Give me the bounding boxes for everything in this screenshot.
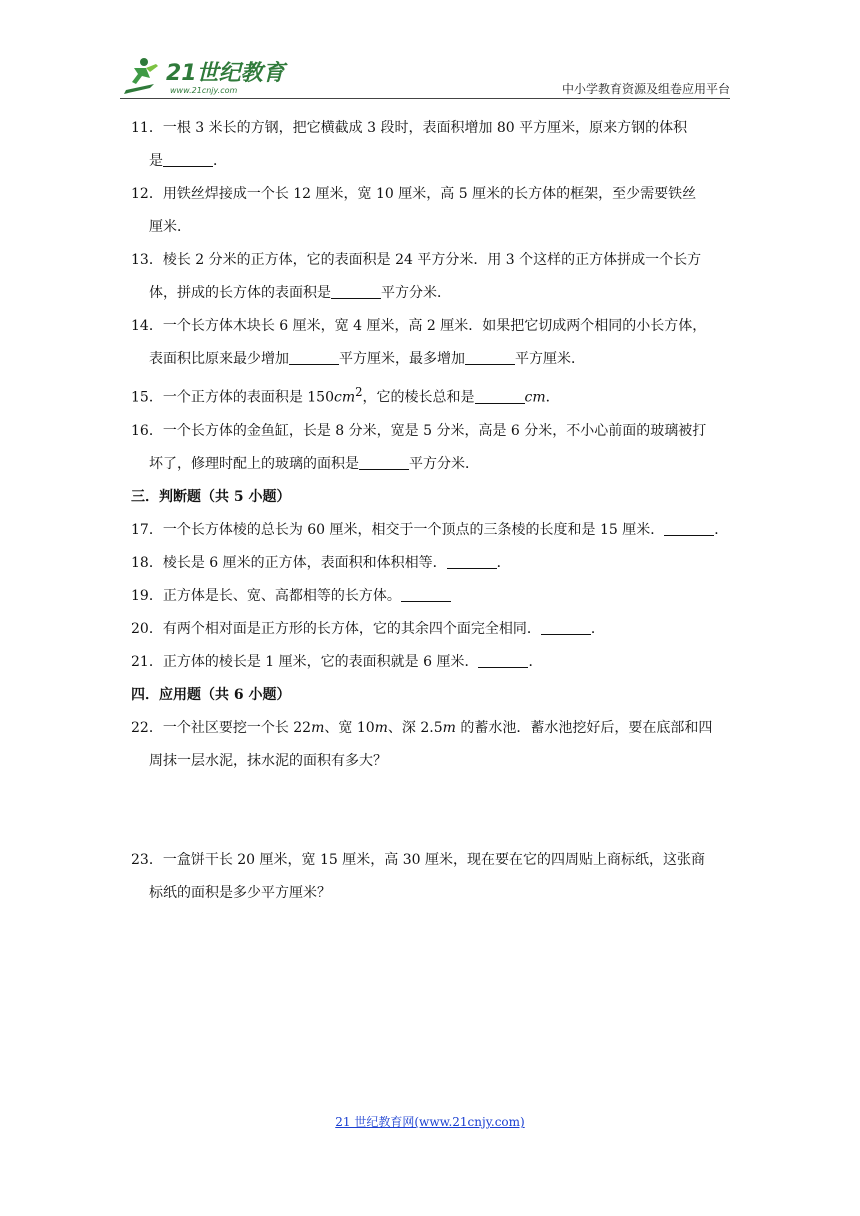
question-14: 14．一个长方体木块长 6 厘米，宽 4 厘米，高 2 厘米．如果把它切成两个相同的小长方体， 表面积比原来最少增加 平方厘米，最多增加 平方厘米． [131,318,707,367]
svg-text:www.21cnjy.com: www.21cnjy.com [170,86,238,95]
section-heading-judge: 三．判断题（共 5 小题） [131,488,291,505]
question-18: 18．棱长是 6 厘米的正方体，表面积和体积相等． ． [131,554,511,571]
answer-blank[interactable] [465,350,515,365]
header-divider [120,98,730,99]
answer-blank[interactable] [475,389,525,404]
footer-link[interactable]: 21 世纪教育网(www.21cnjy.com) [335,1115,525,1129]
question-content [131,112,731,910]
page-header [120,50,730,98]
answer-blank[interactable] [664,521,714,536]
21cnjy-logo [120,54,290,98]
answer-blank[interactable] [447,554,497,569]
platform-name: 中小学教育资源及组卷应用平台 [561,82,730,96]
answer-blank[interactable] [401,587,451,602]
question-21: 21．正方体的棱长是 1 厘米，它的表面积就是 6 厘米． ． [131,653,543,670]
answer-blank[interactable] [359,455,409,470]
answer-blank[interactable] [541,620,591,635]
answer-blank[interactable] [163,152,213,167]
question-23: 23．一盒饼干长 20 厘米，宽 15 厘米，高 30 厘米，现在要在它的四周贴上商标纸，这张商 标纸的面积是多少平方厘米？ [131,851,705,901]
svg-text:21世纪教育: 21世纪教育 [166,61,285,86]
answer-blank[interactable] [478,653,528,668]
question-16: 16．一个长方体的金鱼缸，长是 8 分米，宽是 5 分米，高是 6 分米，不小心前面的玻璃被打 坏了，修理时配上的玻璃的面积是 平方分米． [131,422,707,472]
question-12: 12．用铁丝焊接成一个长 12 厘米，宽 10 厘米，高 5 厘米的长方体的框架，至少需要铁丝 厘米． [131,186,697,235]
question-11: 11．一根 3 米长的方钢，把它横截成 3 段时，表面积增加 80 平方厘米，原来方钢的体积 是 ． [131,120,688,169]
question-20: 20．有两个相对面是正方形的长方体，它的其余四个面完全相同． ． [131,620,605,637]
answer-space [131,778,731,844]
answer-blank[interactable] [289,350,339,365]
page-footer [0,1113,860,1130]
answer-blank[interactable] [331,284,381,299]
section-heading-application: 四．应用题（共 6 小题） [131,686,291,703]
question-17: 17．一个长方体棱的总长为 60 厘米，相交于一个顶点的三条棱的长度和是 15 厘米． ． [131,521,729,538]
question-13: 13．棱长 2 分米的正方体，它的表面积是 24 平方分米．用 3 个这样的正方体拼成一个长方 体，拼成的长方体的表面积是 平方分米． [131,252,702,301]
question-19: 19．正方体是长、宽、高都相等的长方体。 [131,580,731,613]
question-22: 22．一个社区要挖一个长 22m、宽 10m、深 2.5m 的蓄水池．蓄水池挖好后，要在底部和四 周抹一层水泥，抹水泥的面积有多大？ [131,719,713,769]
question-15: 15．一个正方体的表面积是 $150cm^2$，它的棱长总和是 cm． [131,385,560,406]
